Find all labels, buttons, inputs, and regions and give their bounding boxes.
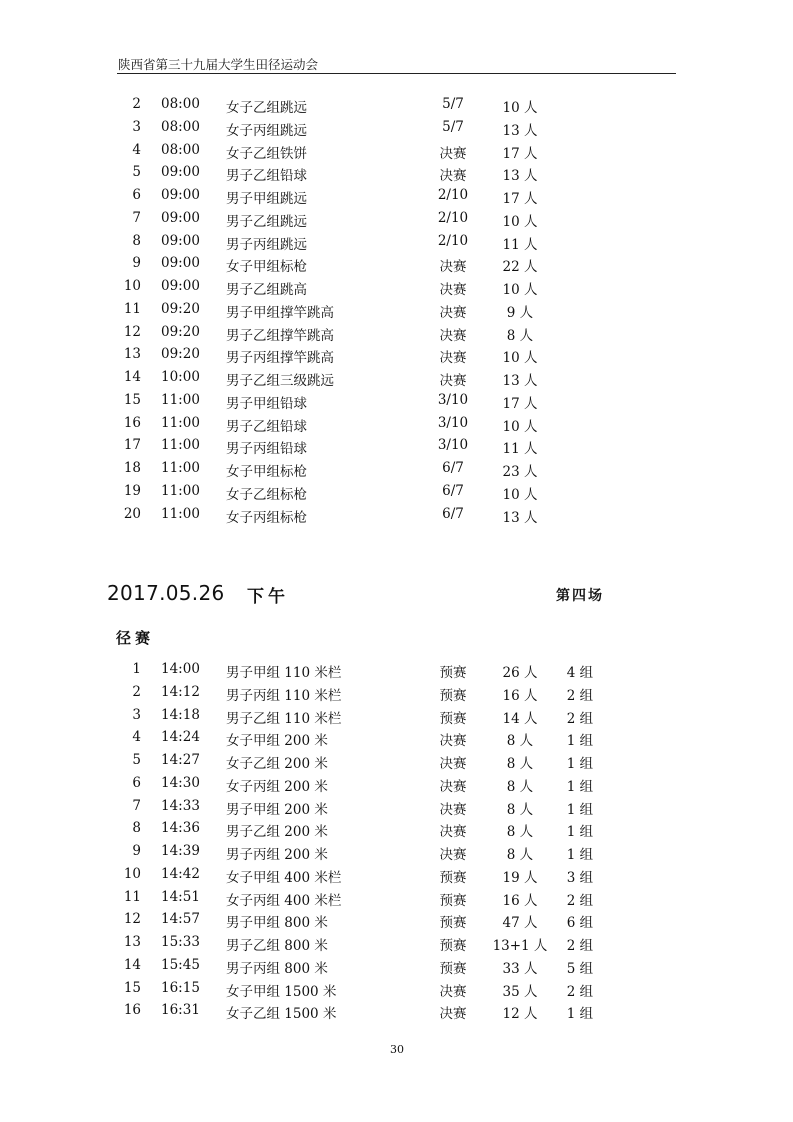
row-number: 7 [132, 797, 141, 814]
participant-count: 35 人 [502, 983, 538, 1000]
event-name: 男子甲组铅球 [226, 395, 307, 412]
table-row [0, 483, 793, 506]
table-row [0, 707, 793, 730]
participant-count: 12 人 [502, 1006, 538, 1023]
event-round: 预赛 [439, 665, 467, 681]
participant-count: 13 人 [502, 122, 538, 139]
event-time: 08:00 [161, 96, 200, 112]
event-round: 决赛 [439, 733, 467, 750]
event-name: 男子乙组 200 米 [226, 824, 328, 841]
event-round: 5/7 [442, 96, 464, 112]
event-round: 2/10 [437, 187, 469, 203]
event-time: 09:00 [161, 187, 200, 203]
row-number: 14 [123, 369, 141, 385]
event-name: 男子乙组 800 米 [226, 938, 328, 954]
table-row [0, 324, 793, 347]
participant-count: 13+1 人 [492, 938, 548, 954]
table-row [0, 460, 793, 483]
participant-count: 8 人 [506, 801, 534, 818]
table-row [0, 661, 793, 684]
event-round: 预赛 [439, 915, 467, 932]
event-name: 男子乙组跳高 [226, 282, 307, 298]
event-name: 男子丙组撑竿跳高 [226, 350, 334, 367]
participant-count: 17 人 [502, 395, 538, 412]
participant-count: 8 人 [506, 327, 534, 344]
table-row [0, 980, 793, 1003]
event-round: 预赛 [439, 710, 467, 727]
heat-groups: 2 组 [566, 687, 594, 704]
event-round: 2/10 [437, 209, 469, 226]
row-number: 3 [132, 118, 141, 135]
event-name: 男子甲组跳远 [226, 191, 307, 207]
event-time: 14:57 [161, 911, 200, 928]
heat-groups: 2 组 [566, 983, 594, 1000]
event-time: 11:00 [161, 482, 200, 499]
row-number: 15 [123, 391, 141, 408]
table-row [0, 96, 793, 119]
row-number: 12 [123, 323, 141, 340]
row-number: 13 [123, 346, 141, 363]
row-number: 12 [123, 911, 141, 928]
table-row [0, 119, 793, 142]
event-name: 男子丙组 110 米栏 [226, 687, 342, 704]
event-time: 09:20 [161, 323, 200, 340]
row-number: 2 [132, 96, 141, 112]
table-row [0, 1002, 793, 1025]
event-round: 3/10 [437, 437, 469, 454]
row-number: 8 [132, 820, 141, 837]
session-half-day: 下午 [247, 587, 289, 607]
event-time: 15:33 [161, 934, 200, 950]
row-number: 7 [132, 209, 141, 226]
row-number: 6 [132, 187, 141, 203]
table-row [0, 164, 793, 187]
event-time: 14:39 [161, 843, 200, 859]
row-number: 18 [123, 460, 141, 476]
row-number: 2 [132, 683, 141, 700]
table-row [0, 506, 793, 529]
table-row [0, 684, 793, 707]
row-number: 11 [123, 888, 141, 905]
table-row [0, 957, 793, 980]
event-category-heading: 径赛 [116, 629, 155, 647]
event-round: 预赛 [439, 892, 467, 909]
event-round: 决赛 [439, 145, 467, 162]
row-number: 4 [132, 141, 141, 158]
event-name: 女子甲组标枪 [226, 464, 307, 480]
event-time: 09:00 [161, 255, 200, 272]
event-name: 女子甲组标枪 [226, 259, 307, 276]
heat-groups: 1 组 [566, 778, 594, 795]
event-name: 男子乙组铅球 [226, 168, 307, 185]
table-row [0, 369, 793, 392]
participant-count: 13 人 [502, 509, 538, 526]
row-number: 17 [123, 437, 141, 454]
event-time: 16:31 [161, 1002, 200, 1019]
table-row [0, 346, 793, 369]
participant-count: 16 人 [502, 687, 538, 704]
row-number: 5 [132, 164, 141, 181]
event-time: 10:00 [161, 369, 200, 385]
table-row [0, 843, 793, 866]
running-header-title: 陕西省第三十九届大学生田径运动会 [118, 57, 319, 72]
event-time: 14:30 [161, 774, 200, 791]
row-number: 1 [132, 661, 141, 677]
row-number: 20 [123, 505, 141, 522]
participant-count: 22 人 [502, 259, 538, 276]
event-name: 男子甲组撑竿跳高 [226, 304, 334, 321]
event-round: 3/10 [437, 414, 469, 431]
participant-count: 16 人 [502, 892, 538, 909]
table-row [0, 187, 793, 210]
heat-groups: 5 组 [566, 960, 594, 977]
participant-count: 10 人 [502, 350, 538, 367]
event-time: 11:00 [161, 460, 200, 476]
event-round: 2/10 [437, 232, 469, 249]
event-round: 决赛 [439, 168, 467, 185]
event-time: 09:20 [161, 346, 200, 363]
heat-groups: 4 组 [566, 665, 594, 681]
event-time: 09:20 [161, 300, 200, 317]
heat-groups: 1 组 [566, 733, 594, 750]
participant-count: 26 人 [502, 665, 538, 681]
table-row [0, 866, 793, 889]
table-row [0, 415, 793, 438]
heat-groups: 1 组 [566, 1006, 594, 1023]
row-number: 5 [132, 752, 141, 768]
table-row [0, 934, 793, 957]
event-time: 15:45 [161, 956, 200, 973]
event-time: 09:00 [161, 209, 200, 226]
event-round: 决赛 [439, 259, 467, 276]
row-number: 19 [123, 482, 141, 499]
event-name: 男子乙组铅球 [226, 418, 307, 435]
heat-groups: 1 组 [566, 847, 594, 863]
row-number: 8 [132, 232, 141, 249]
heat-groups: 2 组 [566, 710, 594, 727]
participant-count: 23 人 [502, 464, 538, 480]
event-round: 预赛 [439, 938, 467, 954]
table-row [0, 775, 793, 798]
table-row [0, 255, 793, 278]
participant-count: 17 人 [502, 191, 538, 207]
page-number: 30 [390, 1043, 404, 1056]
row-number: 10 [123, 278, 141, 294]
event-name: 男子甲组 110 米栏 [226, 665, 342, 681]
table-row [0, 278, 793, 301]
table-row [0, 820, 793, 843]
heat-groups: 6 组 [566, 915, 594, 932]
participant-count: 19 人 [502, 869, 538, 886]
participant-count: 9 人 [506, 304, 534, 321]
participant-count: 8 人 [506, 733, 534, 750]
session-date: 2017.05.26 [107, 581, 225, 605]
event-name: 男子甲组 800 米 [226, 915, 328, 932]
participant-count: 8 人 [506, 824, 534, 841]
event-round: 决赛 [439, 327, 467, 344]
event-time: 11:00 [161, 437, 200, 454]
table-row [0, 729, 793, 752]
event-round: 预赛 [439, 869, 467, 886]
table-row [0, 752, 793, 775]
event-name: 女子乙组 200 米 [226, 756, 328, 772]
participant-count: 10 人 [502, 282, 538, 298]
row-number: 15 [123, 979, 141, 996]
event-round: 决赛 [439, 1006, 467, 1023]
event-time: 09:00 [161, 232, 200, 249]
row-number: 3 [132, 706, 141, 723]
participant-count: 8 人 [506, 847, 534, 863]
event-name: 女子乙组铁饼 [226, 145, 307, 162]
row-number: 16 [123, 414, 141, 431]
event-name: 女子丙组 400 米栏 [226, 892, 342, 909]
event-name: 女子丙组 200 米 [226, 778, 328, 795]
table-row [0, 392, 793, 415]
participant-count: 13 人 [502, 373, 538, 389]
participant-count: 33 人 [502, 960, 538, 977]
row-number: 13 [123, 934, 141, 950]
event-time: 08:00 [161, 141, 200, 158]
participant-count: 10 人 [502, 486, 538, 503]
row-number: 10 [123, 865, 141, 882]
event-time: 11:00 [161, 414, 200, 431]
participant-count: 11 人 [502, 441, 538, 458]
event-name: 男子丙组 800 米 [226, 960, 328, 977]
heat-groups: 2 组 [566, 938, 594, 954]
participant-count: 10 人 [502, 213, 538, 230]
participant-count: 14 人 [502, 710, 538, 727]
event-name: 男子丙组 200 米 [226, 847, 328, 863]
participant-count: 8 人 [506, 756, 534, 772]
event-time: 14:27 [161, 752, 200, 768]
event-time: 14:12 [161, 683, 200, 700]
heat-groups: 3 组 [566, 869, 594, 886]
event-round: 决赛 [439, 824, 467, 841]
event-round: 6/7 [442, 460, 464, 476]
heat-groups: 1 组 [566, 801, 594, 818]
event-time: 14:42 [161, 865, 200, 882]
event-round: 预赛 [439, 687, 467, 704]
event-round: 决赛 [439, 350, 467, 367]
event-time: 09:00 [161, 278, 200, 294]
event-round: 6/7 [442, 482, 464, 499]
event-name: 女子甲组 400 米栏 [226, 869, 342, 886]
table-row [0, 210, 793, 233]
row-number: 4 [132, 729, 141, 746]
table-row [0, 798, 793, 821]
row-number: 6 [132, 774, 141, 791]
event-time: 09:00 [161, 164, 200, 181]
event-name: 女子丙组跳远 [226, 122, 307, 139]
event-time: 11:00 [161, 505, 200, 522]
table-row [0, 301, 793, 324]
event-name: 男子乙组三级跳远 [226, 373, 334, 389]
event-round: 决赛 [439, 847, 467, 863]
event-round: 3/10 [437, 391, 469, 408]
event-round: 预赛 [439, 960, 467, 977]
event-name: 男子乙组 110 米栏 [226, 710, 342, 727]
participant-count: 13 人 [502, 168, 538, 185]
event-name: 女子甲组 200 米 [226, 733, 328, 750]
table-row [0, 911, 793, 934]
event-time: 14:51 [161, 888, 200, 905]
row-number: 16 [123, 1002, 141, 1019]
event-time: 16:15 [161, 979, 200, 996]
row-number: 9 [132, 255, 141, 272]
participant-count: 11 人 [502, 236, 538, 253]
table-row [0, 142, 793, 165]
event-round: 6/7 [442, 505, 464, 522]
heat-groups: 1 组 [566, 756, 594, 772]
event-time: 11:00 [161, 391, 200, 408]
participant-count: 8 人 [506, 778, 534, 795]
event-name: 女子乙组标枪 [226, 486, 307, 503]
participant-count: 10 人 [502, 418, 538, 435]
event-round: 决赛 [439, 304, 467, 321]
table-row [0, 233, 793, 256]
event-name: 女子乙组跳远 [226, 100, 307, 116]
participant-count: 47 人 [502, 915, 538, 932]
event-name: 男子丙组跳远 [226, 236, 307, 253]
event-name: 男子乙组跳远 [226, 213, 307, 230]
event-round: 5/7 [442, 118, 464, 135]
heat-groups: 2 组 [566, 892, 594, 909]
participant-count: 10 人 [502, 100, 538, 116]
event-round: 决赛 [439, 801, 467, 818]
header-rule [117, 73, 676, 74]
row-number: 11 [123, 300, 141, 317]
event-name: 男子甲组 200 米 [226, 801, 328, 818]
event-time: 08:00 [161, 118, 200, 135]
event-time: 14:18 [161, 706, 200, 723]
event-round: 决赛 [439, 983, 467, 1000]
event-round: 决赛 [439, 778, 467, 795]
event-name: 男子丙组铅球 [226, 441, 307, 458]
event-time: 14:36 [161, 820, 200, 837]
heat-groups: 1 组 [566, 824, 594, 841]
session-number: 第四场 [556, 588, 604, 604]
event-name: 女子乙组 1500 米 [226, 1006, 337, 1023]
participant-count: 17 人 [502, 145, 538, 162]
event-time: 14:24 [161, 729, 200, 746]
event-time: 14:00 [161, 661, 200, 677]
event-name: 女子甲组 1500 米 [226, 983, 337, 1000]
table-row [0, 889, 793, 912]
event-round: 决赛 [439, 373, 467, 389]
event-name: 女子丙组标枪 [226, 509, 307, 526]
event-time: 14:33 [161, 797, 200, 814]
table-row [0, 437, 793, 460]
event-round: 决赛 [439, 756, 467, 772]
row-number: 14 [123, 956, 141, 973]
event-round: 决赛 [439, 282, 467, 298]
row-number: 9 [132, 843, 141, 859]
event-name: 男子乙组撑竿跳高 [226, 327, 334, 344]
